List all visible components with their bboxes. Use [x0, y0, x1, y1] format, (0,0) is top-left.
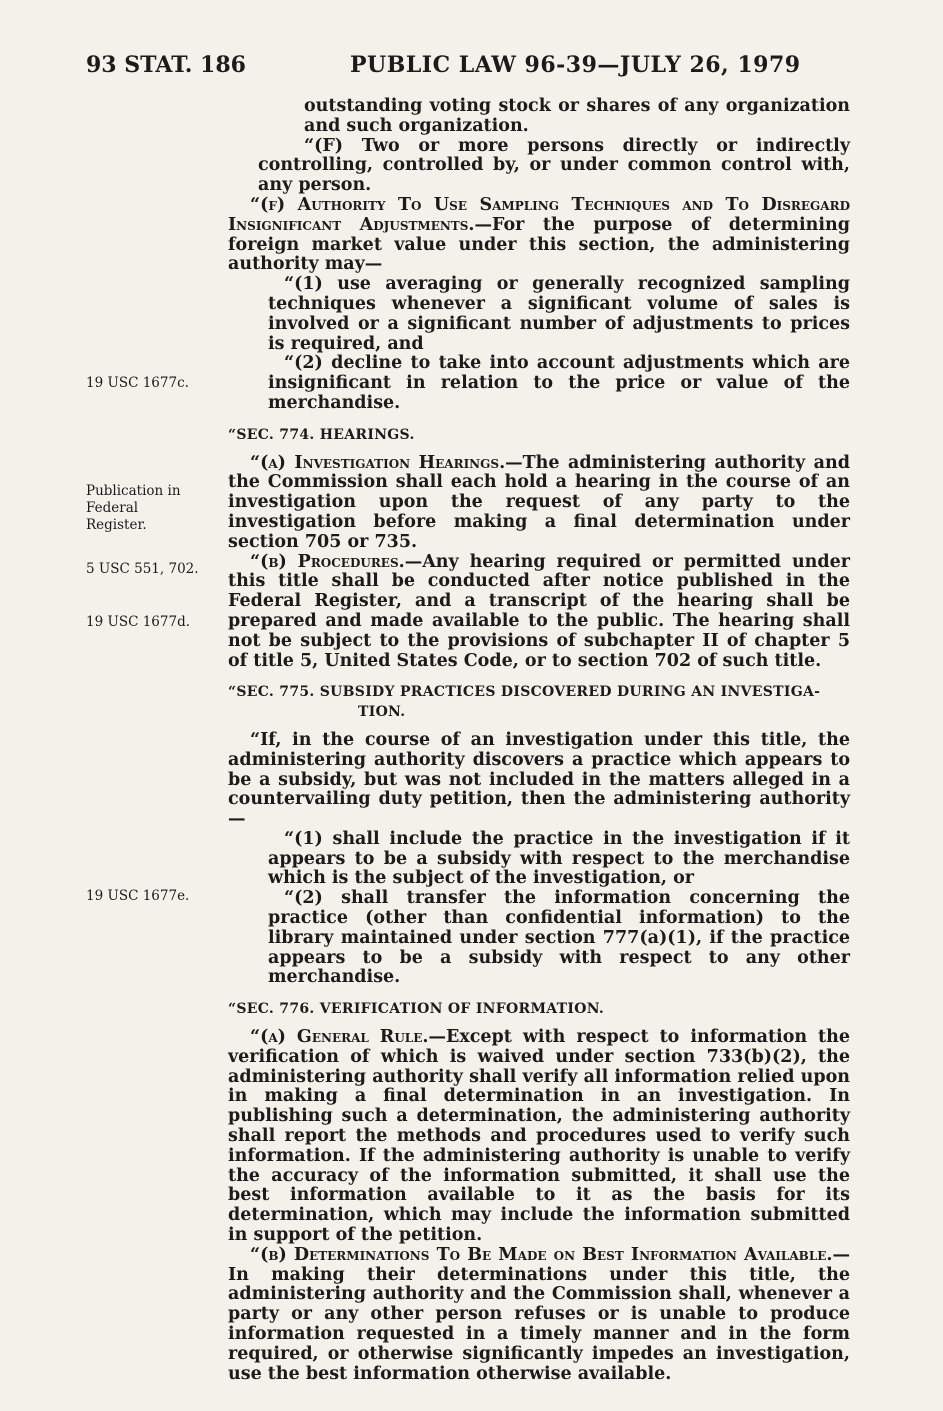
subsection-heading: “(b) Determinations To Be Made on Best Information Available. — [250, 1244, 833, 1265]
section-heading: “SEC. 775. SUBSIDY PRACTICES DISCOVERED DURING AN INVESTIGA- — [228, 684, 821, 701]
page-title: PUBLIC LAW 96-39—JULY 26, 1979 — [350, 52, 801, 78]
paragraph: “(a) Investigation Hearings.—The administering authority and the Commission shall each hold a hearing in the course of an investigation upon the request of any party to the investigation before making a final determination under section 705 or 735. — [228, 452, 850, 552]
statute-body — [228, 97, 850, 1384]
paragraph: “If, in the course of an investigation under this title, the administering authority discovers a practice which appears to be a subsidy, but was not included in the matters alleged in a countervailing duty petition, then the administering authority— — [228, 729, 850, 830]
margin-note: 19 USC 1677c. — [86, 375, 189, 391]
margin-note: 19 USC 1677d. — [86, 614, 191, 630]
paragraph: “(a) General Rule.—Except with respect to information the verification of which is waived under section 733(b)(2), the administering authority shall verify all information relied upon in making a final determination in an investigation. In publishing such a determination, the administering authority shall report the methods and procedures used to verify such information. If the administering authority is unable to verify the accuracy of the information submitted, it shall use the best information available to it as the basis for its determination, which may include the information submitted in support of the petition. — [228, 1027, 850, 1246]
section-heading: “SEC. 774. HEARINGS. — [228, 426, 415, 443]
subsection-heading: “(f) Authority To Use Sampling Techniques and To Disregard Insignificant Adjustments. — [228, 194, 850, 235]
subsection-heading: “(b) Procedures. — [250, 551, 405, 572]
margin-note: Publication in Federal Register. — [86, 483, 181, 533]
subsection-heading: “(a) Investigation Hearings. — [250, 452, 506, 473]
section-heading: “SEC. 776. VERIFICATION OF INFORMATION. — [228, 1001, 605, 1018]
margin-note: 5 USC 551, 702. — [86, 561, 199, 577]
page-header — [86, 52, 866, 92]
margin-note: 19 USC 1677e. — [86, 888, 190, 904]
paragraph: “(f) Authority To Use Sampling Techniques and To Disregard Insignificant Adjustments.—For the purpose of determining foreign market value under this section, the administering authority may— — [228, 194, 850, 275]
paragraph: “(2) shall transfer the information concerning the practice (other than confidential information) to the library maintained under section 777(a)(1), if the practice appears to be a subsidy with respect to any other merchandise. — [268, 888, 850, 988]
paragraph: “(b) Procedures.—Any hearing required or permitted under this title shall be conducted after notice published in the Federal Register, and a transcript of the hearing shall be prepared and made available to the public. The hearing shall not be subject to the provisions of subchapter II of chapter 5 of title 5, United States Code, or to section 702 of such title. — [228, 551, 850, 671]
subsection-heading: “(a) General Rule. — [250, 1027, 429, 1048]
statute-citation: 93 STAT. 186 — [86, 52, 246, 78]
paragraph: “(2) decline to take into account adjustments which are insignificant in relation to the price or value of the merchandise. — [268, 353, 850, 413]
paragraph: “(1) shall include the practice in the investigation if it appears to be a subsidy with respect to the merchandise which is the subject of the investigation, or — [268, 828, 850, 889]
paragraph: “(b) Determinations To Be Made on Best Information Available.—In making their determinations under this title, the administering authority and the Commission shall, whenever a party or any other person refuses or is unable to produce information requested in a timely manner and in the form required, or otherwise significantly impedes an investigation, use the best information otherwise available. — [228, 1244, 850, 1384]
paragraph: “(1) use averaging or generally recognized sampling techniques whenever a significant volume of sales is involved or a significant number of adjustments to prices is required, and — [268, 274, 850, 354]
paragraph: outstanding voting stock or shares of any organization and such organization. — [304, 96, 850, 136]
section-heading-continued: TION. — [358, 704, 406, 721]
paragraph: “(F) Two or more persons directly or indirectly controlling, controlled by, or under common control with, any person. — [258, 135, 850, 196]
